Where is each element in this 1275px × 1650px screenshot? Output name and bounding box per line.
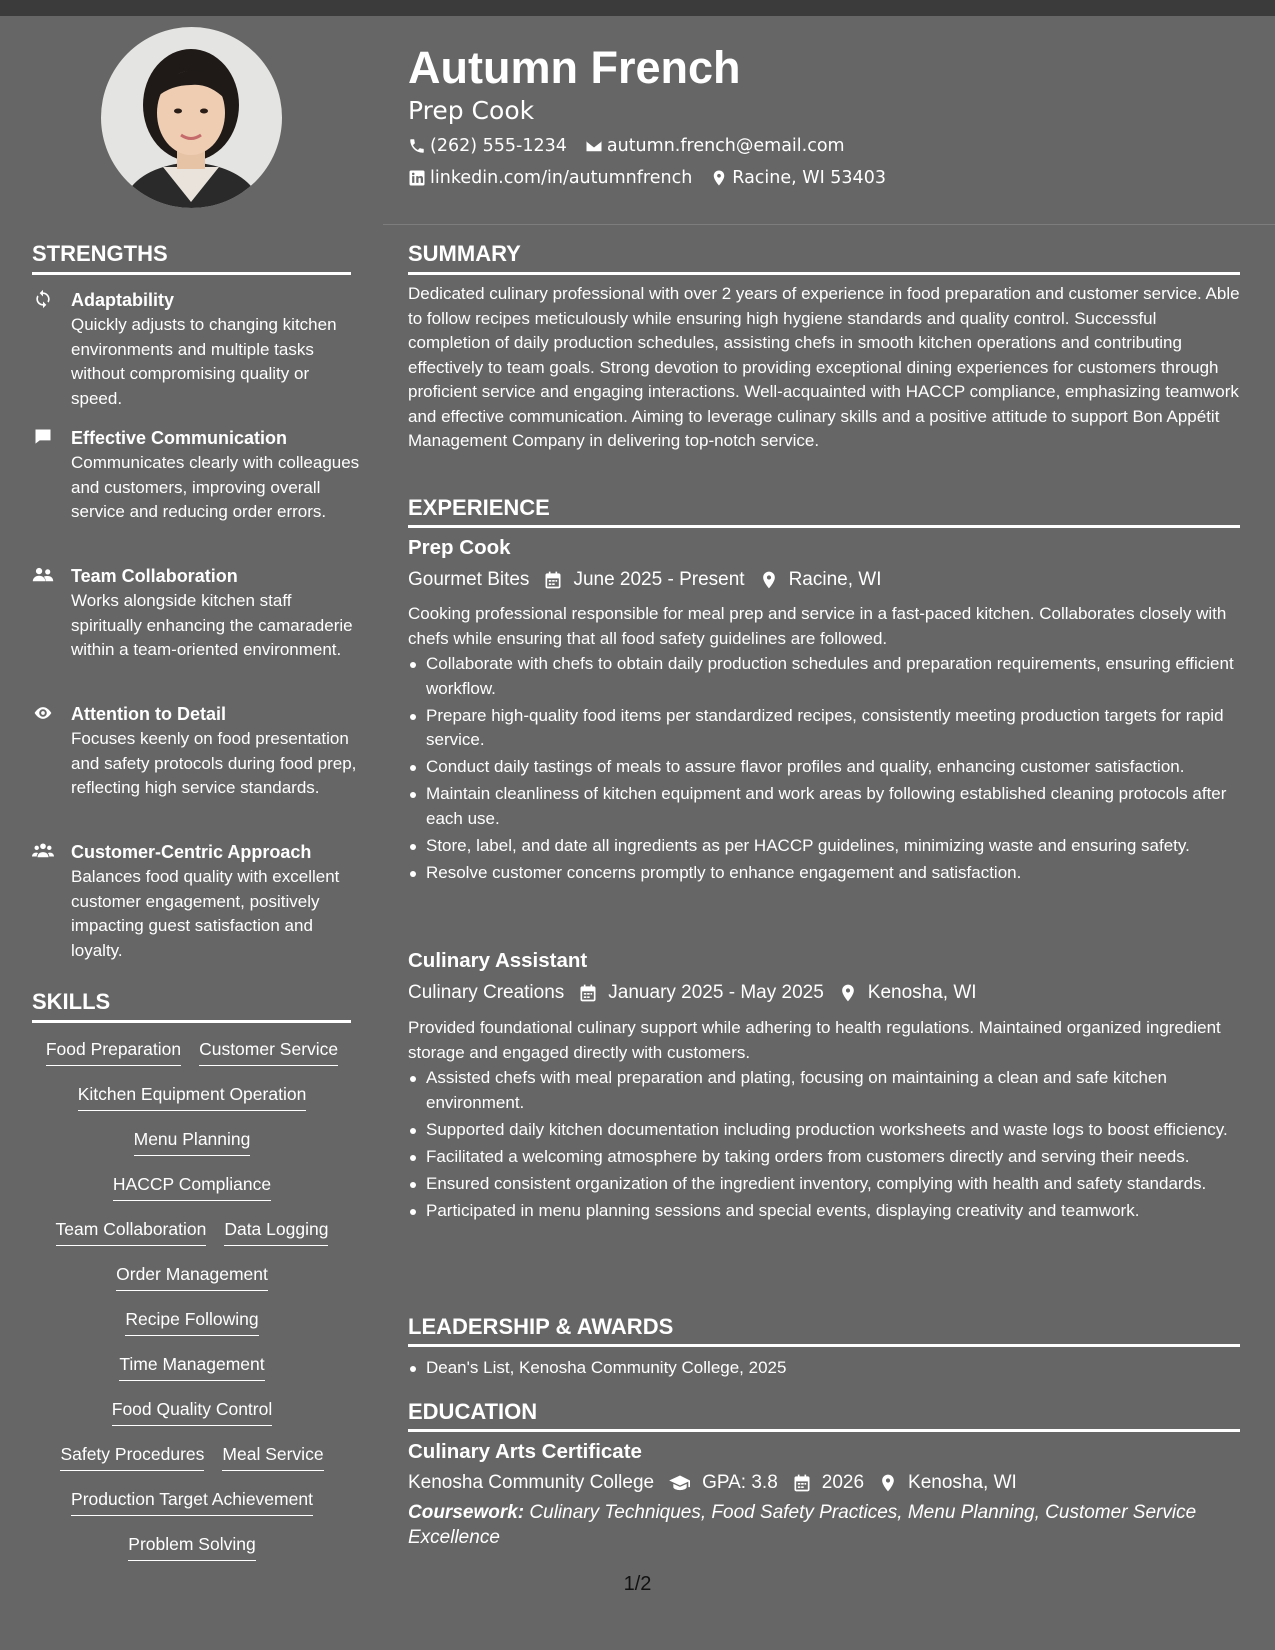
linkedin-text: linkedin.com/in/autumnfrench [430,168,693,188]
skills-rule [32,1020,351,1023]
school-name: Kenosha Community College [408,1472,655,1493]
sync-icon [32,289,56,311]
job-bullet: Facilitated a welcoming atmosphere by taking orders from customers directly and serving their needs. [426,1145,1258,1170]
skill-row [32,1036,352,1081]
gpa: GPA: 3.8 [702,1472,778,1493]
leadership-heading: LEADERSHIP & AWARDS [408,1314,674,1339]
skills-list [32,1036,352,1576]
job-description: Cooking professional responsible for meal prep and service in a fast-paced kitchen. Collaborates closely with chefs while ensuring that all food safety guidelines are followed. [408,604,1227,648]
header-divider [383,224,1275,225]
skill-tag: Time Management [119,1351,264,1381]
job-dates-wrap [543,567,744,593]
job-bullet: Assisted chefs with meal preparation and plating, focusing on maintaining a clean and safe kitchen environment. [426,1066,1258,1115]
phone-text: (262) 555-1234 [430,136,567,156]
users-icon [32,841,56,863]
leadership-item: Dean's List, Kenosha Community College, 2025 [426,1356,1258,1381]
strength-title: Customer-Centric Approach [71,842,312,862]
job-bullet: Collaborate with chefs to obtain daily production schedules and preparation requirements, ensuring efficient workflow. [426,652,1258,701]
job-title: Prep Cook [408,536,511,559]
job-location-wrap [838,980,977,1006]
candidate-name: Autumn French [408,42,741,93]
strength-desc: Quickly adjusts to changing kitchen environments and multiple tasks without compromising quality or speed. [71,315,337,408]
job-bullet: Ensured consistent organization of the ingredient inventory, complying with health and safety standards. [426,1172,1258,1197]
summary-rule [408,272,1240,275]
contact-location [710,166,886,190]
top-bar [0,0,1275,16]
page-number: 1/2 [623,1573,652,1595]
skill-tag: Order Management [116,1261,268,1291]
strength-desc: Balances food quality with excellent customer engagement, positively impacting guest satisfaction and loyalty. [71,867,340,960]
skill-tag: Customer Service [199,1036,338,1066]
skill-tag: Team Collaboration [56,1216,207,1246]
strength-title: Attention to Detail [71,704,226,724]
leadership-list [408,1356,1258,1381]
job-location: Racine, WI [788,569,882,590]
skill-tag: Kitchen Equipment Operation [78,1081,307,1111]
user-group-icon [32,565,56,587]
skill-row [32,1486,352,1531]
experience-heading: EXPERIENCE [408,495,550,520]
job-bullets [408,652,1258,885]
education-rule [408,1429,1240,1432]
calendar-icon [792,1473,812,1493]
skill-tag: HACCP Compliance [113,1171,271,1201]
degree-title: Culinary Arts Certificate [408,1440,642,1463]
map-pin-icon [838,983,858,1003]
coursework-text: Culinary Techniques, Food Safety Practices, Menu Planning, Customer Service Excellence [408,1502,1197,1548]
job-bullet: Prepare high-quality food items per standardized recipes, consistently meeting production targets for rapid service. [426,704,1258,753]
contact-row-1 [408,134,863,158]
location-text: Racine, WI 53403 [732,168,886,188]
skill-row [32,1306,352,1351]
skill-tag: Meal Service [222,1441,323,1471]
map-pin-icon [878,1473,898,1493]
skill-row [32,1351,352,1396]
job-dates: January 2025 - May 2025 [608,982,824,1003]
candidate-title: Prep Cook [408,96,535,125]
job-bullet: Participated in menu planning sessions and special events, displaying creativity and teamwork. [426,1199,1258,1224]
job-location: Kenosha, WI [867,982,977,1003]
contact-row-2 [408,166,904,190]
skill-tag: Food Quality Control [112,1396,273,1426]
strength-title: Adaptability [71,290,175,310]
skill-row [32,1396,352,1441]
strengths-rule [32,272,351,275]
edu-location: Kenosha, WI [908,1472,1017,1493]
graduation-cap-icon [668,1473,692,1493]
linkedin-icon [408,169,426,187]
job-company: Culinary Creations [408,982,565,1003]
contact-email[interactable] [585,134,845,158]
leadership-rule [408,1344,1240,1347]
skill-row [32,1261,352,1306]
summary-heading: SUMMARY [408,241,521,266]
skill-row [32,1126,352,1171]
coursework [408,1501,1240,1550]
strength-desc: Works alongside kitchen staff spiritually enhancing the camaraderie within a team-oriented environment. [71,591,353,659]
job-bullet: Maintain cleanliness of kitchen equipment and work areas by following established cleaning protocols after each use. [426,782,1258,831]
calendar-icon [543,570,563,590]
speech-bubble-icon [32,427,56,449]
skill-tag: Food Preparation [46,1036,181,1066]
skill-tag: Recipe Following [125,1306,258,1336]
envelope-icon [585,137,603,155]
edu-year-wrap [792,1470,864,1496]
skill-row [32,1216,352,1261]
edu-year: 2026 [821,1472,865,1493]
job-bullet: Resolve customer concerns promptly to enhance engagement and satisfaction. [426,861,1258,886]
job-bullet: Supported daily kitchen documentation including production worksheets and waste logs to boost efficiency. [426,1118,1258,1143]
coursework-label: Coursework: [408,1502,525,1523]
skill-tag: Safety Procedures [60,1441,204,1471]
job-bullet: Store, label, and date all ingredients as per HACCP guidelines, minimizing waste and ensuring safety. [426,834,1258,859]
education-meta [408,1470,1031,1496]
summary-text: Dedicated culinary professional with over 2 years of experience in food preparation and customer service. Able to follow recipes meticulously while ensuring high hygiene standards and quality control. Successful completion of daily production schedules, assisting chefs in smooth kitchen operations and contributing effectively to team goals. Strong devotion to providing exceptional dining experiences for customers through proficient service and engaging interactions. Well-acquainted with HACCP compliance, emphasizing teamwork and effective communication. Aiming to leverage culinary skills and a positive attitude to support Bon Appétit Management Company in delivering top-notch service. [408,284,1240,450]
strength-title: Effective Communication [71,428,288,448]
job-company: Gourmet Bites [408,569,530,590]
job-title: Culinary Assistant [408,949,588,972]
eye-icon [32,703,56,725]
calendar-icon [578,983,598,1003]
email-text: autumn.french@email.com [606,136,845,156]
job-bullet: Conduct daily tastings of meals to assure flavor profiles and quality, enhancing customer satisfaction. [426,755,1258,780]
job-location-wrap [759,567,882,593]
job-dates: June 2025 - Present [573,569,745,590]
gpa-wrap [668,1470,778,1496]
edu-location-wrap [878,1470,1017,1496]
skill-row [32,1081,352,1126]
skill-tag: Production Target Achievement [71,1486,313,1516]
skill-tag: Problem Solving [128,1531,255,1561]
phone-icon [408,137,426,155]
skill-row [32,1441,352,1486]
job-description: Provided foundational culinary support while adhering to health regulations. Maintained organized ingredient storage and engaged directly with customers. [408,1018,1221,1062]
job-meta [408,980,991,1006]
profile-photo [101,27,282,208]
strengths-heading: STRENGTHS [32,241,168,266]
job-dates-wrap [578,980,823,1006]
skill-tag: Menu Planning [134,1126,251,1156]
contact-phone[interactable] [408,134,567,158]
skill-tag: Data Logging [224,1216,328,1246]
job-meta [408,567,895,593]
skills-heading: SKILLS [32,989,111,1014]
map-pin-icon [710,169,728,187]
contact-linkedin[interactable] [408,166,692,190]
education-heading: EDUCATION [408,1399,538,1424]
map-pin-icon [759,570,779,590]
strength-desc: Communicates clearly with colleagues and customers, improving overall service and reducing order errors. [71,453,360,521]
skill-row [32,1171,352,1216]
strength-title: Team Collaboration [71,566,238,586]
strength-desc: Focuses keenly on food presentation and safety protocols during food prep, reflecting high service standards. [71,729,357,797]
skill-row [32,1531,352,1576]
experience-rule [408,525,1240,528]
job-bullets [408,1066,1258,1223]
